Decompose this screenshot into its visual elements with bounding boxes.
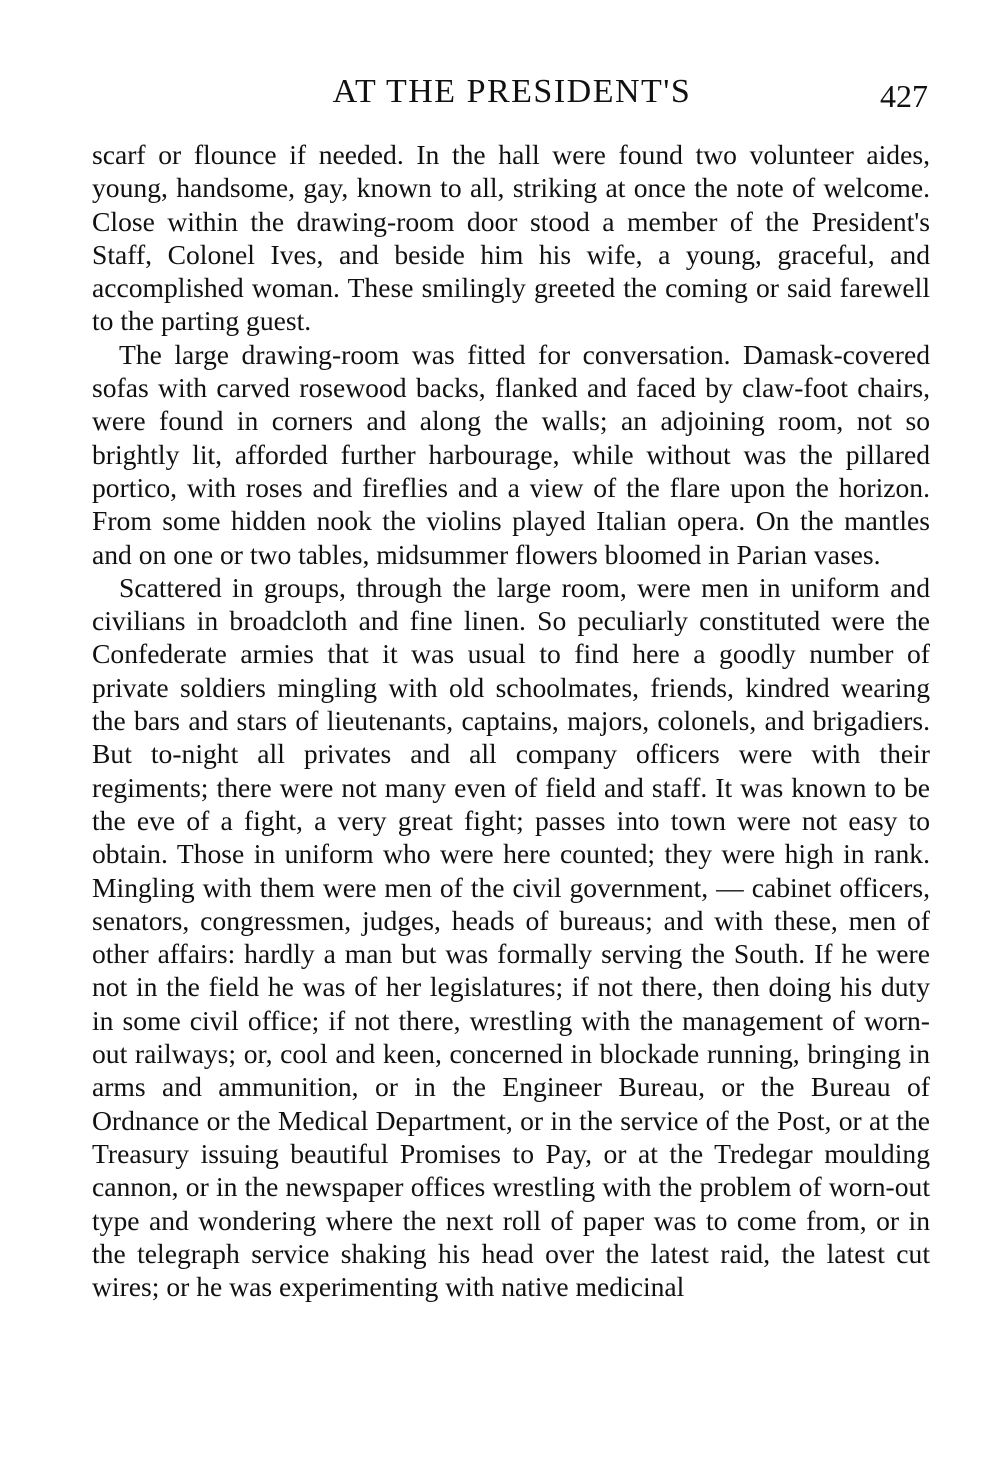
running-head-title: AT THE PRESIDENT'S	[332, 73, 692, 110]
paragraph-continuation: scarf or flounce if needed. In the hall were found two volunteer aides, young, handsome, gay, known to all, striking at once the note of welcome. Close within the drawing-room door stood a member of the President's Staff, Colonel Ives, and beside him his wife, a young, graceful, and accomplished woman. These smilingly greeted the coming or said farewell to the parting guest.	[92, 139, 930, 337]
paragraph-drawing-room: The large drawing-room was fitted for conversation. Damask-covered sofas with carved rosewood backs, flanked and faced by claw-foot chairs, were found in corners and along the walls; an adjoining room, not so brightly lit, afforded further harbourage, while without was the pillared portico, with roses and fireflies and a view of the flare upon the horizon. From some hidden nook the violins played Italian opera. On the mantles and on one or two tables, midsummer flowers bloomed in Parian vases.	[92, 338, 930, 570]
paragraph-guests: Scattered in groups, through the large room, were men in uniform and civilians in broadcloth and fine linen. So peculiarly constituted were the Confederate armies that it was usual to find here a goodly number of private soldiers mingling with old schoolmates, friends, kindred wearing the bars and stars of lieutenants, captains, majors, colonels, and brigadiers. But to-night all privates and all company officers were with their regiments; there were not many even of field and staff. It was known to be the eve of a fight, a very great fight; passes into town were not easy to obtain. Those in uniform who were here counted; they were high in rank. Mingling with them were men of the civil government, — cabinet officers, senators, congressmen, judges, heads of bureaus; and with these, men of other affairs: hardly a man but was formally serving the South. If he were not in the field he was of her legislatures; if not there, then doing his duty in some civil office; if not there, wrestling with the management of worn-out railways; or, cool and keen, concerned in blockade running, bringing in arms and ammunition, or in the Engineer Bureau, or the Bureau of Ordnance or the Medical Department, or in the service of the Post, or at the Treasury issuing beautiful Promises to Pay, or at the Tredegar moulding cannon, or in the newspaper offices wrestling with the problem of worn-out type and wondering where the next roll of paper was to come from, or in the telegraph service shaking his head over the latest raid, the latest cut wires; or he was experimenting with native medicinal	[92, 571, 930, 1303]
page-number: 427	[880, 78, 928, 114]
body-text	[92, 138, 930, 1303]
page-header	[92, 72, 932, 116]
